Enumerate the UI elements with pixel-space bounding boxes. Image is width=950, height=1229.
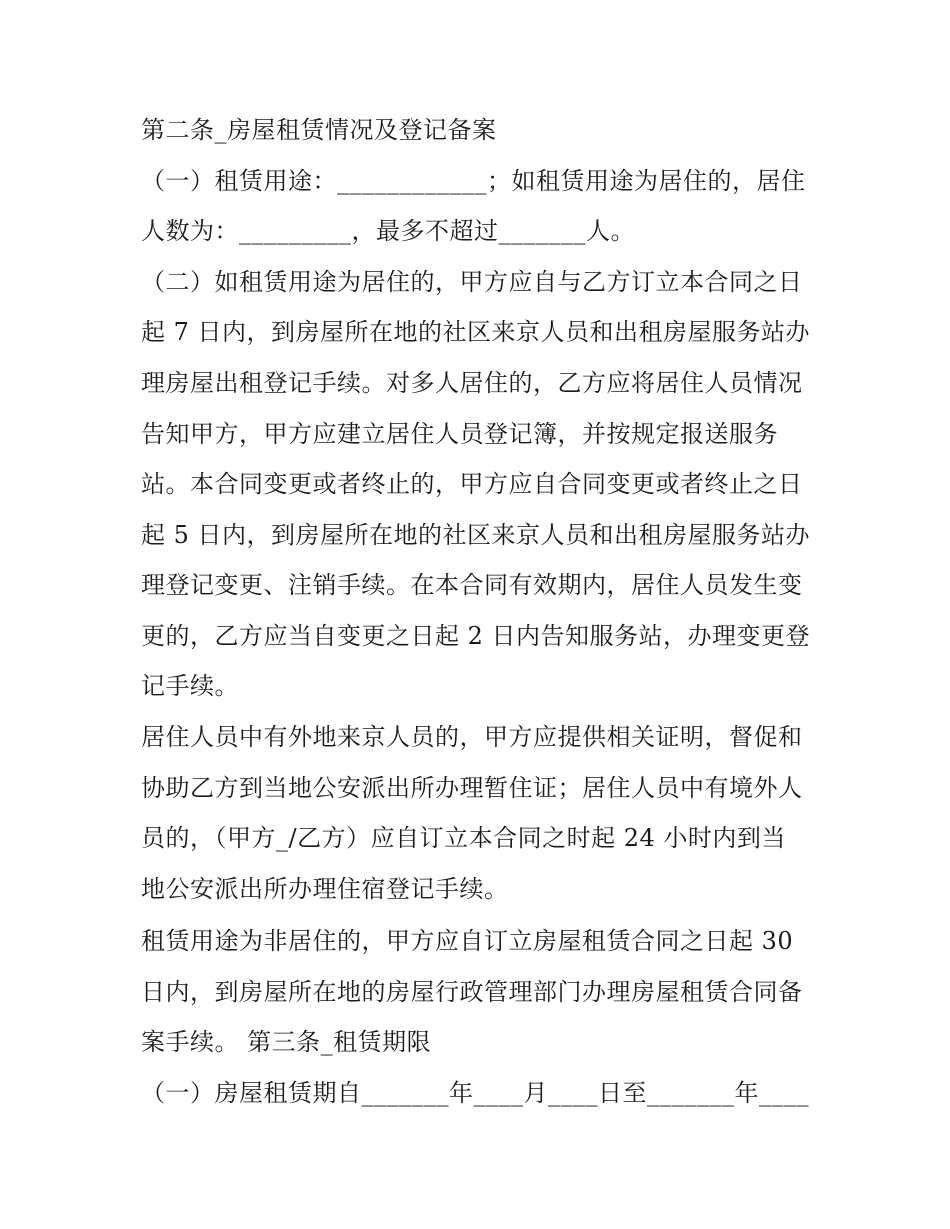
text-line: 起 5 日内，到房屋所在地的社区来京人员和出租房屋服务站办	[141, 521, 811, 549]
text-line: 案手续。 第三条_租赁期限	[141, 1028, 432, 1056]
text-line: 告知甲方，甲方应建立居住人员登记簿，并按规定报送服务	[141, 420, 778, 448]
text-line: 日内，到房屋所在地的房屋行政管理部门办理房屋租赁合同备	[141, 978, 803, 1006]
text-line: 站。本合同变更或者终止的，甲方应自合同变更或者终止之日	[141, 470, 803, 498]
text-line: 记手续。	[141, 672, 239, 700]
text-line: （二）如租赁用途为居住的，甲方应自与乙方订立本合同之日	[141, 268, 803, 296]
text-line: 员的，（甲方_/乙方）应自订立本合同之时起 24 小时内到当	[141, 824, 786, 852]
text-line: （一）租赁用途：____________；如租赁用途为居住的，居住	[141, 167, 806, 195]
text-line: 协助乙方到当地公安派出所办理暂住证；居住人员中有境外人	[141, 774, 803, 802]
text-line: 租赁用途为非居住的，甲方应自订立房屋租赁合同之日起 30	[141, 927, 794, 955]
text-line: 理房屋出租登记手续。对多人居住的，乙方应将居住人员情况	[141, 369, 803, 397]
text-line: 更的，乙方应当自变更之日起 2 日内告知服务站，办理变更登	[141, 622, 811, 650]
text-line: 起 7 日内，到房屋所在地的社区来京人员和出租房屋服务站办	[141, 318, 811, 346]
text-line: 居住人员中有外地来京人员的，甲方应提供相关证明，督促和	[141, 723, 803, 751]
text-line: 地公安派出所办理住宿登记手续。	[141, 875, 509, 903]
text-line: 理登记变更、注销手续。在本合同有效期内，居住人员发生变	[141, 571, 803, 599]
text-line: （一）房屋租赁期自_______年____月____日至_______年____	[141, 1079, 809, 1107]
section-heading: 第二条_房屋租赁情况及登记备案	[141, 116, 497, 144]
text-line: 人数为：_________，最多不超过_______人。	[141, 217, 635, 245]
